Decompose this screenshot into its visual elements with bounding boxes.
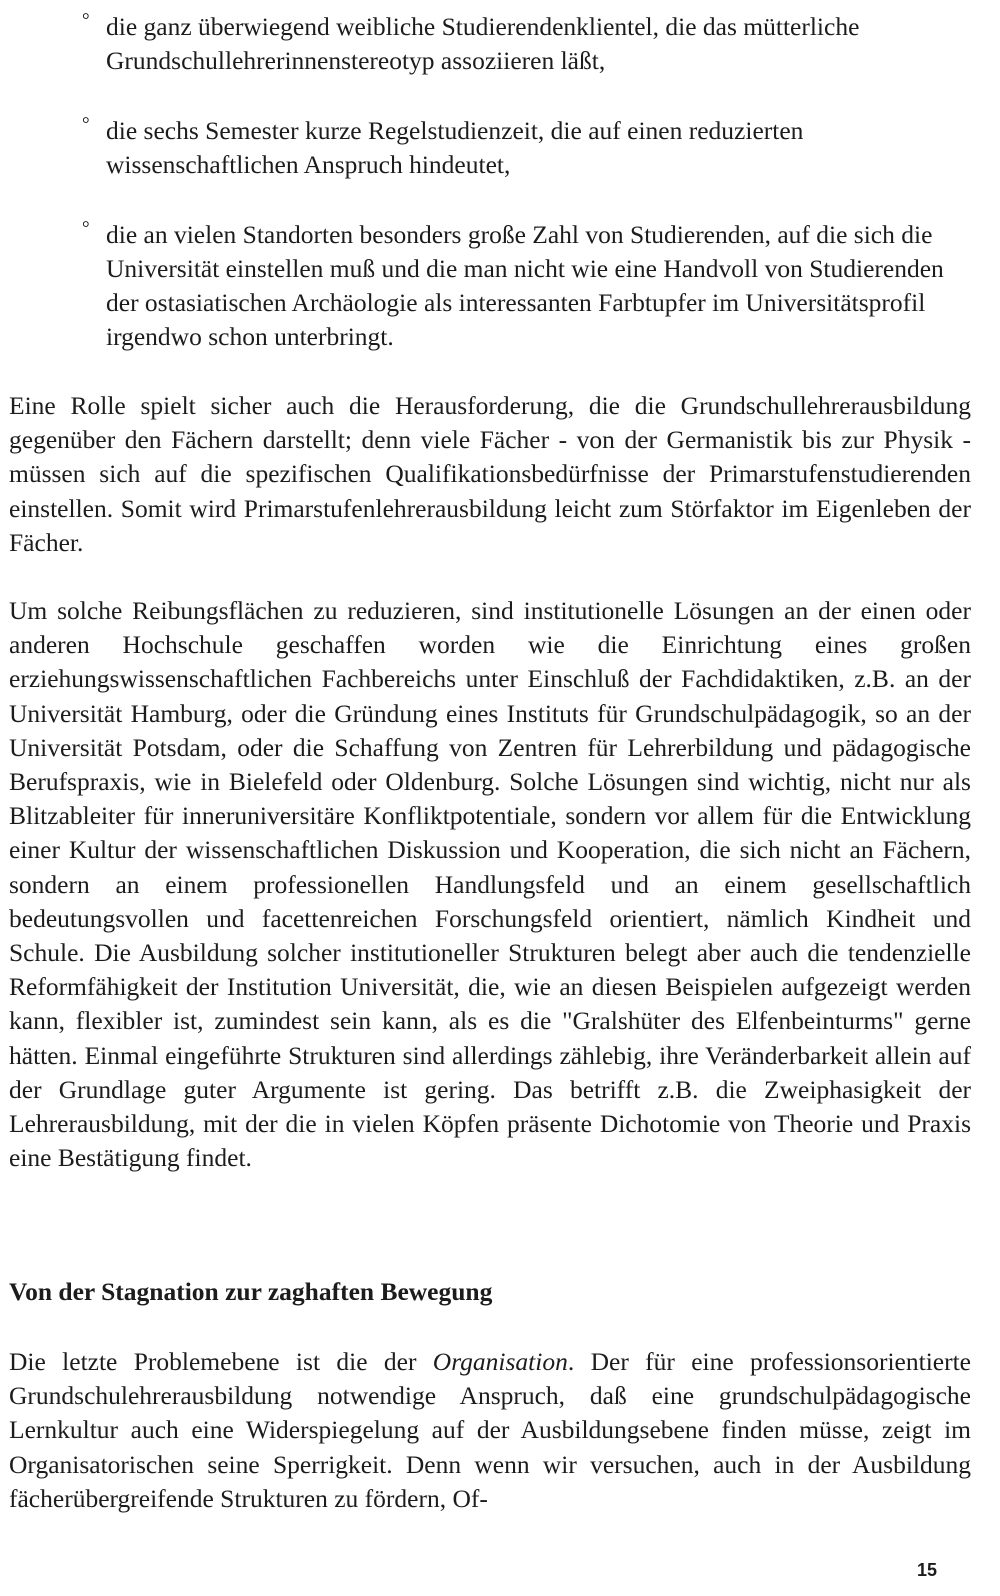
emphasis-organisation: Organisation <box>432 1347 568 1376</box>
bullet-text: die sechs Semester kurze Regelstudienzeit, die auf einen reduzierten wissenschaftlichen Anspruch hindeutet, <box>106 116 804 179</box>
section-heading: Von der Stagnation zur zaghaften Bewegung <box>9 1277 493 1306</box>
bullet-marker: ° <box>82 10 90 31</box>
page-number: 15 <box>917 1560 938 1580</box>
bullet-marker: ° <box>82 114 90 135</box>
bullet-text: die an vielen Standorten besonders große Zahl von Studierenden, auf die sich die Universität einstellen muß und die man nicht wie eine Handvoll von Studierenden der ostasiatischen Archäologie als interessanten Farbtupfer im Universitätsprofil irgendwo schon unterbringt. <box>106 220 944 351</box>
paragraph-organisation-rest: . Der für eine professionsorientierte Grundschulehrerausbildung notwendige Anspruch, daß eine grundschulpädagogische Lernkultur auch eine Widerspiegelung auf der Ausbildungsebene finden müsse, zeigt im Organisatorischen seine Sperrigkeit. Denn wenn wir versuchen, auch in der Ausbildung fächerübergreifende Strukturen zu fördern, Of- <box>9 1347 971 1513</box>
paragraph-institutional-solutions: Um solche Reibungsflächen zu reduzieren, sind institutionelle Lösungen an der einen oder anderen Hochschule geschaffen worden wie die Einrichtung eines großen erziehungswissenschaftlichen Fachbereichs unter Einschluß der Fachdidaktiken, z.B. an der Universität Hamburg, oder die Gründung eines Instituts für Grundschulpädagogik, so an der Universität Potsdam, oder die Schaffung von Zentren für Lehrerbildung und pädagogische Berufspraxis, wie in Bielefeld oder Oldenburg. Solche Lösungen sind wichtig, nicht nur als Blitzableiter für inneruniversitäre Konfliktpotentiale, sondern vor allem für die Entwicklung einer Kultur der wissenschaftlichen Diskussion und Kooperation, die sich nicht an Fächern, sondern an einem professionellen Handlungsfeld und an einem gesellschaftlich bedeutungsvollen und facettenreichen Forschungsfeld orientiert, nämlich Kindheit und Schule. Die Ausbildung solcher institutioneller Strukturen belegt aber auch die tendenzielle Reformfähigkeit der Institution Universität, die, wie an diesen Beispielen aufgezeigt werden kann, flexibler ist, zumindest sein kann, als es die "Gralshüter des Elfenbeinturms" gerne hätten. Einmal eingeführte Strukturen sind allerdings zählebig, ihre Veränderbarkeit allein auf der Grundlage guter Argumente ist gering. Das betrifft z.B. die Zweiphasigkeit der Lehrerausbildung, mit der die in vielen Köpfen präsente Dichotomie von Theorie und Praxis eine Bestätigung findet. <box>9 596 971 1173</box>
paragraph-organisation <box>9 1345 971 1516</box>
bullet-item <box>80 218 975 354</box>
bullet-marker: ° <box>82 218 90 239</box>
bullet-item <box>80 10 975 78</box>
bullet-text: die ganz überwiegend weibliche Studierendenklientel, die das mütterliche Grundschullehrerinnenstereotyp assoziieren läßt, <box>106 12 860 75</box>
bullet-list <box>80 10 975 390</box>
bullet-item <box>80 114 975 182</box>
paragraph-challenge: Eine Rolle spielt sicher auch die Herausforderung, die die Grundschullehrerausbildung gegenüber den Fächern darstellt; denn viele Fächer - von der Germanistik bis zur Physik - müssen sich auf die spezifischen Qualifikationsbedürfnisse der Primarstufenstudierenden einstellen. Somit wird Primarstufenlehrerausbildung leicht zum Störfaktor im Eigenleben der Fächer. <box>9 391 971 557</box>
paragraph-organisation-start: Die letzte Problemebene ist die der <box>9 1347 433 1376</box>
